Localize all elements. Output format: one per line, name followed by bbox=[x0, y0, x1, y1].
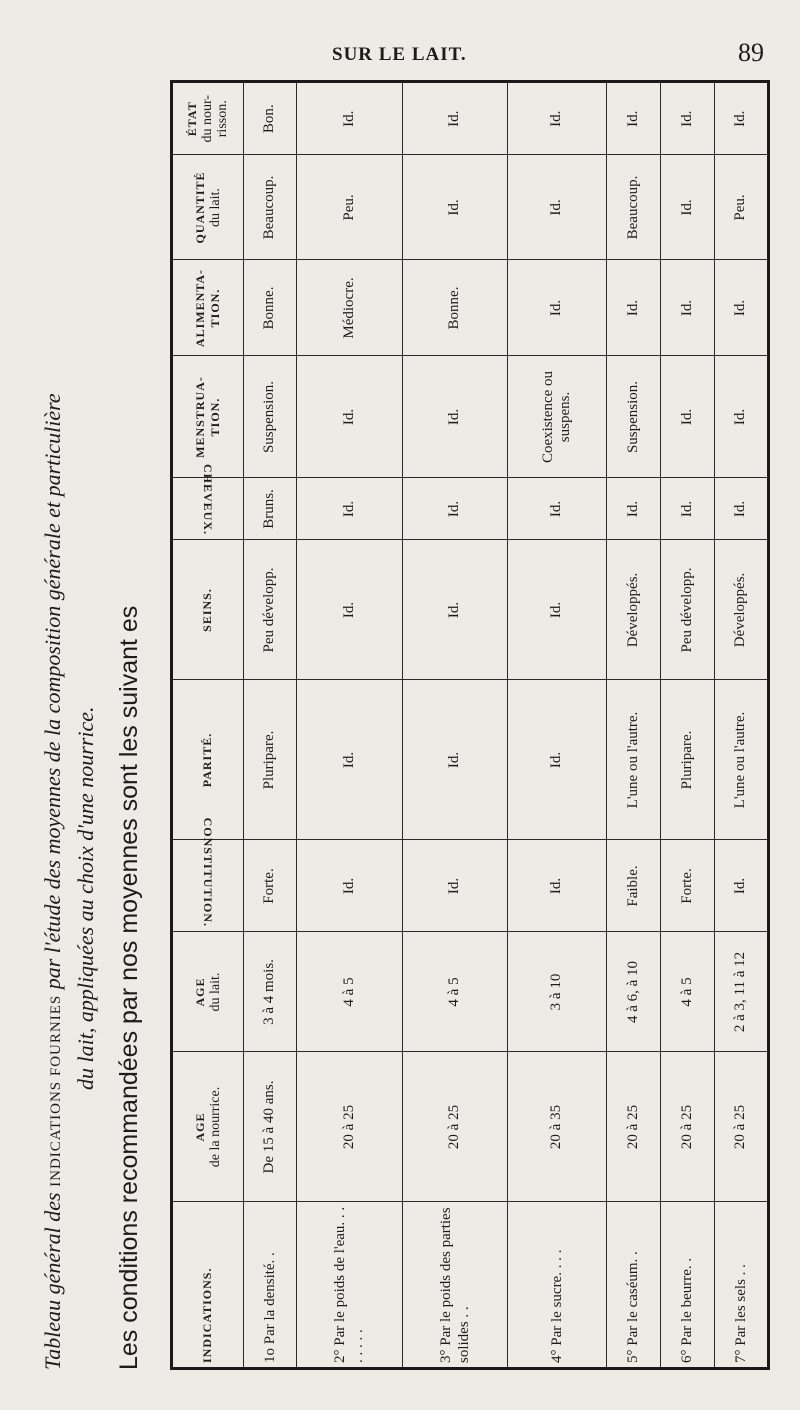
cell-etat: Id. bbox=[714, 83, 767, 155]
cell-quantite: Id. bbox=[507, 155, 606, 260]
cell-cheveux: Bruns. bbox=[243, 478, 297, 540]
running-title: SUR LE LAIT. bbox=[332, 44, 467, 65]
caption-line-3: Les conditions recommandées par nos moyennes sont les suivant es bbox=[115, 605, 143, 1370]
header-indications: INDICATIONS. bbox=[173, 1202, 243, 1367]
cell-menstruation: Suspension. bbox=[243, 356, 297, 478]
table-row bbox=[660, 83, 714, 1367]
cell-constitution: Forte. bbox=[660, 840, 714, 932]
cell-etat: Id. bbox=[402, 83, 507, 155]
cell-age-lait: 4 à 6, à 10 bbox=[607, 932, 661, 1052]
cell-alimentation: Id. bbox=[607, 260, 661, 356]
cell-alimentation: Id. bbox=[507, 260, 606, 356]
cell-menstruation: Suspension. bbox=[607, 356, 661, 478]
cell-parite: Pluripare. bbox=[243, 680, 297, 840]
cell-cheveux: Id. bbox=[714, 478, 767, 540]
cell-parite: Id. bbox=[507, 680, 606, 840]
cell-seins: Peu développ. bbox=[243, 540, 297, 680]
cell-menstruation: Id. bbox=[297, 356, 402, 478]
header-seins: SEINS. bbox=[173, 540, 243, 680]
cell-constitution: Id. bbox=[714, 840, 767, 932]
cell-parite: Id. bbox=[297, 680, 402, 840]
header-alimentation: ALIMENTA-TION. bbox=[173, 260, 243, 356]
cell-age-nourrice: 20 à 35 bbox=[507, 1052, 606, 1202]
cell-age-lait: 3 à 10 bbox=[507, 932, 606, 1052]
cell-constitution: Faible. bbox=[607, 840, 661, 932]
cell-indication: 5° Par le caséum. . bbox=[607, 1202, 661, 1367]
cell-quantite: Peu. bbox=[714, 155, 767, 260]
cell-age-nourrice: 20 à 25 bbox=[660, 1052, 714, 1202]
cell-seins: Développés. bbox=[714, 540, 767, 680]
table-row bbox=[243, 83, 297, 1367]
cell-constitution: Id. bbox=[297, 840, 402, 932]
cell-menstruation: Id. bbox=[714, 356, 767, 478]
cell-indication: 7° Par les sels . . bbox=[732, 1264, 749, 1363]
cell-constitution: Id. bbox=[507, 840, 606, 932]
indications-table-frame bbox=[170, 80, 770, 1370]
cell-constitution: Forte. bbox=[243, 840, 297, 932]
cell-seins: Id. bbox=[297, 540, 402, 680]
caption-line-1: Tableau général des INDICATIONS FOURNIES par l'étude des moyennes de la composition générale et particulière bbox=[40, 393, 65, 1370]
table-row bbox=[297, 83, 402, 1367]
table-caption bbox=[38, 70, 149, 1370]
cell-quantite: Peu. bbox=[297, 155, 402, 260]
cell-age-lait: 4 à 5 bbox=[297, 932, 402, 1052]
cell-quantite: Beaucoup. bbox=[607, 155, 661, 260]
cell-age-nourrice: 20 à 25 bbox=[297, 1052, 402, 1202]
cell-indication: 4° Par le sucre. . . . bbox=[507, 1202, 606, 1367]
table-header-row bbox=[173, 83, 243, 1367]
cell-cheveux: Id. bbox=[402, 478, 507, 540]
cell-alimentation: Id. bbox=[714, 260, 767, 356]
header-menstruation: MENSTRUA-TION. bbox=[173, 356, 243, 478]
cell-indication: 1o Par la densité. . bbox=[243, 1202, 297, 1367]
cell-indication: 6° Par le beurre. . bbox=[660, 1202, 714, 1367]
cell-alimentation: Médiocre. bbox=[297, 260, 402, 356]
cell-age-nourrice: 20 à 25 bbox=[714, 1052, 767, 1202]
cell-etat: Id. bbox=[297, 83, 402, 155]
cell-etat: Bon. bbox=[243, 83, 297, 155]
table-row bbox=[507, 83, 606, 1367]
cell-quantite: Id. bbox=[660, 155, 714, 260]
cell-indication: 2° Par le poids de l'eau. . . . . . . . bbox=[297, 1202, 402, 1367]
cell-age-lait: 3 à 4 mois. bbox=[243, 932, 297, 1052]
table-row bbox=[607, 83, 661, 1367]
cell-parite: Pluripare. bbox=[660, 680, 714, 840]
indications-table bbox=[173, 83, 767, 1367]
cell-seins: Id. bbox=[402, 540, 507, 680]
cell-alimentation: Bonne. bbox=[402, 260, 507, 356]
cell-quantite: Beaucoup. bbox=[243, 155, 297, 260]
cell-etat: Id. bbox=[660, 83, 714, 155]
cell-age-lait: 4 à 5 bbox=[660, 932, 714, 1052]
cell-age-nourrice: 20 à 25 bbox=[607, 1052, 661, 1202]
cell-menstruation: Coexistence ou suspens. bbox=[507, 356, 606, 478]
table-row bbox=[714, 83, 767, 1367]
caption-line-2: du lait, appliquées au choix d'une nourrice. bbox=[73, 706, 98, 1090]
cell-cheveux: Id. bbox=[660, 478, 714, 540]
cell-menstruation: Id. bbox=[660, 356, 714, 478]
header-cheveux: CHEVEUX. bbox=[173, 478, 243, 540]
cell-age-lait: 4 à 5 bbox=[402, 932, 507, 1052]
header-constitution: CONSTITUTION. bbox=[173, 840, 243, 932]
rotated-table-container bbox=[173, 83, 767, 1367]
cell-seins: Développés. bbox=[607, 540, 661, 680]
cell-seins: Peu développ. bbox=[660, 540, 714, 680]
cell-cheveux: Id. bbox=[507, 478, 606, 540]
cell-quantite: Id. bbox=[402, 155, 507, 260]
cell-parite: L'une ou l'autre. bbox=[714, 680, 767, 840]
cell-cheveux: Id. bbox=[607, 478, 661, 540]
header-parite: PARITÉ. bbox=[173, 680, 243, 840]
header-age-nourrice: AGE de la nourrice. bbox=[173, 1052, 243, 1202]
cell-parite: Id. bbox=[402, 680, 507, 840]
cell-constitution: Id. bbox=[402, 840, 507, 932]
cell-parite: L'une ou l'autre. bbox=[607, 680, 661, 840]
header-age-lait: AGE du lait. bbox=[173, 932, 243, 1052]
page-number: 89 bbox=[738, 38, 764, 67]
header-quantite: QUANTITÉ du lait. bbox=[173, 155, 243, 260]
cell-age-lait: 2 à 3, 11 à 12 bbox=[714, 932, 767, 1052]
table-row bbox=[402, 83, 507, 1367]
cell-cheveux: Id. bbox=[297, 478, 402, 540]
cell-seins: Id. bbox=[507, 540, 606, 680]
cell-age-nourrice: De 15 à 40 ans. bbox=[243, 1052, 297, 1202]
header-etat: ÉTAT du nour-risson. bbox=[173, 83, 243, 155]
cell-alimentation: Bonne. bbox=[243, 260, 297, 356]
cell-indication: 3° Par le poids des parties solides . . bbox=[402, 1202, 507, 1367]
cell-etat: Id. bbox=[507, 83, 606, 155]
cell-menstruation: Id. bbox=[402, 356, 507, 478]
cell-alimentation: Id. bbox=[660, 260, 714, 356]
cell-etat: Id. bbox=[607, 83, 661, 155]
cell-age-nourrice: 20 à 25 bbox=[402, 1052, 507, 1202]
